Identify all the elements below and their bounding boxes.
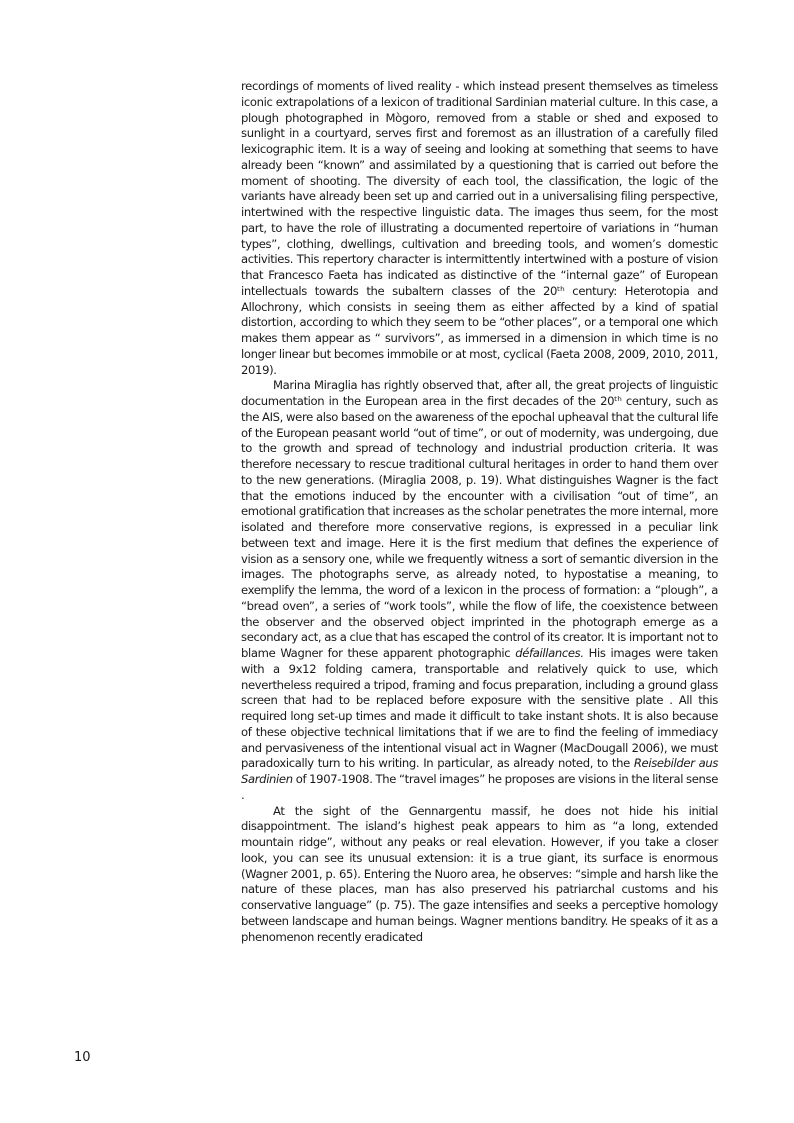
- paragraph: At the sight of the Gennargentu massif, he does not hide his initial disappointment. The island’s highest peak appears to him as “a long, extended mountain ridge”, without any peaks or real elevation. However, if you take a closer look, you can see its unusual extension: it is a true giant, its surface is enormous (Wagner 2001, p. 65). Entering the Nuoro area, he observes: “simple and harsh like the nature of these places, man has also preserved his patriarchal customs and his conservative language” (p. 75). The gaze intensifies and seeks a perceptive homology between landscape and human beings. Wagner mentions banditry. He speaks of it as a phenomenon recently eradicated: [241, 803, 718, 944]
- paragraph: [241, 378, 718, 803]
- paragraph-text: Marina Miraglia has rightly observed that, after all, the great projects of linguistic documentation in the European area in the first decades of the 20ᵗʰ century, such as the AIS, were also based on the awareness of the epochal upheaval that the cultural life of the European peasant world “out of time”, or out of modernity, was undergoing, due to the growth and spread of technology and industrial production criteria. It was therefore necessary to rescue traditional cultural heritages in order to hand them over to the new generations. (Miraglia 2008, p. 19). What distinguishes Wagner is the fact that the emotions induced by the encounter with a civilisation “out of time”, an emotional gratification that increases as the scholar penetrates the more internal, more isolated and therefore more conservative regions, is expressed in a peculiar link between text and image. Here it is the first medium that defines the experience of vision as a sensory one, while we frequently witness a sort of semantic diversion in the images. The photographs serve, as already noted, to hypostatise a meaning, to exemplify the lemma, the word of a lexicon in the process of formation: a “plough”, a “bread oven”, a series of “work tools”, while the flow of life, the coexistence between the observer and the observed object imprinted in the photograph emerge as a secondary act, as a clue that has escaped the control of its creator. It is important not to blame Wagner for these apparent photographic: [241, 378, 718, 660]
- body-text: [241, 79, 718, 945]
- paragraph-text: His images were taken with a 9x12 folding camera, transportable and relatively quick to use, which nevertheless required a tripod, framing and focus preparation, including a ground glass screen that had to be replaced before exposure with the sensitive plate . All this required long set-up times and made it difficult to take instant shots. It is also because of these objective technical limitations that if we are to find the feeling of immediacy and pervasiveness of the intentional visual act in Wagner (MacDougall 2006), we must paradoxically turn to his writing. In particular, as already noted, to the: [241, 646, 718, 771]
- paragraph: recordings of moments of lived reality - which instead present themselves as timeless iconic extrapolations of a lexicon of traditional Sardinian material culture. In this case, a plough photographed in Mògoro, removed from a stable or shed and exposed to sunlight in a courtyard, serves first and foremost as an illustration of a carefully filed lexicographic item. It is a way of seeing and looking at something that seems to have already been “known” and assimilated by a questioning that is carried out before the moment of shooting. The diversity of each tool, the classification, the logic of the variants have already been set up and carried out in a universalising filing perspective, intertwined with the respective linguistic data. The images thus seem, for the most part, to have the role of illustrating a documented repertoire of variations in “human types”, clothing, dwellings, cultivation and breeding tools, and women’s domestic activities. This repertory character is intermittently intertwined with a posture of vision that Francesco Faeta has indicated as distinctive of the “internal gaze” of European intellectuals towards the subaltern classes of the 20ᵗʰ century: Heterotopia and Allochrony, which consists in seeing them as either affected by a kind of spatial distortion, according to which they seem to be “other places”, or a temporal one which makes them appear as “ survivors”, as immersed in a dimension in which time is no longer linear but becomes immobile or at most, cyclical (Faeta 2008, 2009, 2010, 2011, 2019).: [241, 79, 718, 377]
- italic-title: Reisebilder aus Sardinien: [241, 756, 719, 786]
- italic-term: défaillances.: [515, 646, 584, 660]
- paragraph-text: of 1907-1908. The “travel images” he proposes are visions in the literal sense .: [241, 772, 718, 802]
- page-number: 10: [74, 1050, 91, 1065]
